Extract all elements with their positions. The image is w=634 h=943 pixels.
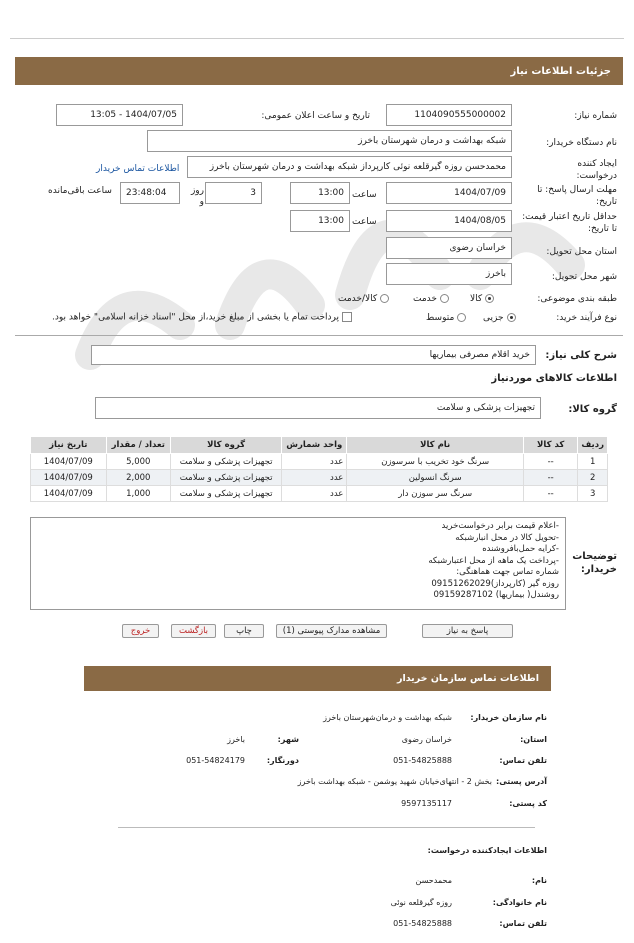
province-label: استان محل تحویل: — [546, 247, 617, 257]
payment-checkbox-row[interactable]: پرداخت تمام یا بخشی از مبلغ خرید،از محل "اسناد خزانه اسلامی" خواهد بود. — [52, 312, 352, 323]
days-field: 3 — [205, 182, 262, 204]
cell: تجهیزات پزشکی و سلامت — [171, 470, 282, 486]
notes-line: -پرداخت یک ماهه از محل اعتبارشبکه — [428, 555, 559, 566]
validity-time-field: 13:00 — [290, 210, 350, 232]
contact-link[interactable]: اطلاعات تماس خریدار — [96, 164, 180, 174]
creator-family: روزه گیرقلعه نوئی — [390, 898, 452, 907]
radio-icon[interactable] — [440, 294, 449, 303]
table-row — [31, 486, 608, 502]
goods-section-title: اطلاعات کالاهای موردنیاز — [491, 373, 617, 384]
remaining-label: ساعت باقی‌مانده — [48, 186, 112, 196]
contact-province: خراسان رضوی — [401, 735, 452, 744]
contact-postal-label: کد پستی: — [509, 799, 547, 808]
cell: سرنگ سر سوزن دار — [347, 486, 524, 502]
deadline-time-label: ساعت — [352, 190, 377, 200]
radio-icon[interactable] — [485, 294, 494, 303]
remaining-time-field: 23:48:04 — [120, 182, 180, 204]
cell: -- — [523, 454, 577, 470]
need-number-field: 1104090555000002 — [386, 104, 512, 126]
contact-phone: 051-54825888 — [393, 756, 452, 765]
cell: 2,000 — [106, 470, 170, 486]
cell: 5,000 — [106, 454, 170, 470]
col-date: تاریخ نیاز — [31, 437, 107, 454]
deadline-label: مهلت ارسال پاسخ: تا تاریخ: — [537, 185, 617, 207]
group-label: گروه کالا: — [568, 404, 617, 415]
notes-line: -تحویل کالا در محل انبارشبکه — [455, 532, 559, 543]
validity-time-label: ساعت — [352, 217, 377, 227]
cell: 3 — [578, 486, 608, 502]
process-radio-medium[interactable]: متوسط — [426, 313, 466, 323]
contact-address-label: آدرس پستی: — [496, 777, 547, 786]
contact-postal: 9597135117 — [401, 799, 452, 808]
col-code: کد کالا — [523, 437, 577, 454]
contact-fax-label: دورنگار: — [266, 756, 299, 765]
category-radio-both[interactable]: کالا/خدمت — [338, 294, 389, 304]
creator-family-label: نام خانوادگی: — [492, 898, 547, 907]
announce-label: تاریخ و ساعت اعلان عمومی: — [261, 111, 370, 121]
radio-icon[interactable] — [380, 294, 389, 303]
contact-org-label: نام سازمان خریدار: — [470, 713, 547, 722]
contact-address: بخش 2 - انتهای‌خیابان شهید یوشمن - شبکه بهداشت باخرز — [297, 777, 492, 786]
exit-button[interactable]: خروج — [122, 624, 159, 638]
cell: 1 — [578, 454, 608, 470]
cell: 1,000 — [106, 486, 170, 502]
col-row: ردیف — [578, 437, 608, 454]
summary-field: خرید اقلام مصرفی بیماریها — [91, 345, 536, 365]
cell: سرنگ خود تخریب با سرسوزن — [347, 454, 524, 470]
creator-field: محمدحسن روزه گیرقلعه نوئی کارپرداز شبکه بهداشت و درمان شهرستان باخرز — [187, 156, 512, 178]
docs-button[interactable]: مشاهده مدارک پیوستی (1) — [276, 624, 387, 638]
creator-phone: 051-54825888 — [393, 919, 452, 928]
table-row — [31, 454, 608, 470]
col-group: گروه کالا — [171, 437, 282, 454]
items-table — [30, 436, 608, 502]
col-name: نام کالا — [347, 437, 524, 454]
notes-line: روزه گیر (کارپرداز)09151262029 — [431, 578, 559, 589]
validity-label: حداقل تاریخ اعتبار قیمت: تا تاریخ: — [522, 212, 617, 234]
announce-field: 1404/07/05 - 13:05 — [56, 104, 183, 126]
page-title: جزئیات اطلاعات نیاز — [510, 65, 611, 77]
buyer-org-label: نام دستگاه خریدار: — [546, 138, 617, 148]
col-qty: تعداد / مقدار — [106, 437, 170, 454]
cell: 1404/07/09 — [31, 454, 107, 470]
creator-name-label: نام: — [531, 876, 547, 885]
col-unit: واحد شمارش — [282, 437, 347, 454]
notes-line: -اعلام قیمت برابر درخواست‌خرید — [441, 521, 559, 531]
deadline-date-field: 1404/07/09 — [386, 182, 512, 204]
contact-title: اطلاعات تماس سازمان خریدار — [396, 673, 539, 684]
table-row — [31, 470, 608, 486]
notes-line: شماره تماس جهت هماهنگی: — [456, 567, 559, 577]
cell: عدد — [282, 486, 347, 502]
cell: تجهیزات پزشکی و سلامت — [171, 454, 282, 470]
cell: -- — [523, 470, 577, 486]
city-field: باخرز — [386, 263, 512, 285]
city-label: شهر محل تحویل: — [551, 272, 617, 282]
need-number-label: شماره نیاز: — [574, 111, 617, 121]
category-radio-service[interactable]: خدمت — [413, 294, 449, 304]
contact-city: باخرز — [227, 735, 245, 744]
notes-label: توضیحات خریدار: — [572, 551, 617, 575]
creator-title: اطلاعات ایجادکننده درخواست: — [427, 846, 547, 855]
province-field: خراسان رضوی — [386, 237, 512, 259]
checkbox-icon[interactable] — [342, 312, 352, 322]
creator-name: محمدحسن — [415, 876, 452, 885]
cell: عدد — [282, 470, 347, 486]
process-label: نوع فرآیند خرید: — [556, 313, 617, 323]
creator-label: ایجاد کننده درخواست: — [576, 159, 617, 181]
table-header-row — [31, 437, 608, 454]
buyer-org-field: شبکه بهداشت و درمان شهرستان باخرز — [147, 130, 512, 152]
cell: 2 — [578, 470, 608, 486]
notes-box — [30, 517, 566, 610]
back-button[interactable]: بازگشت — [171, 624, 216, 638]
print-button[interactable]: چاپ — [224, 624, 264, 638]
radio-icon[interactable] — [507, 313, 516, 322]
process-radio-minor[interactable]: جزیی — [483, 313, 516, 323]
cell: 1404/07/09 — [31, 486, 107, 502]
notes-line: روشندل( بیماریها) 09159287102 — [433, 590, 559, 600]
radio-icon[interactable] — [457, 313, 466, 322]
cell: سرنگ انسولین — [347, 470, 524, 486]
contact-city-label: شهر: — [277, 735, 299, 744]
contact-fax: 051-54824179 — [186, 756, 245, 765]
deadline-time-field: 13:00 — [290, 182, 350, 204]
page-title-bar — [15, 57, 623, 85]
top-rule — [10, 38, 624, 39]
days-label: روز و — [190, 186, 204, 207]
respond-button[interactable]: پاسخ به نیاز — [422, 624, 513, 638]
group-field: تجهیزات پزشکی و سلامت — [95, 397, 541, 419]
cell: -- — [523, 486, 577, 502]
cell: عدد — [282, 454, 347, 470]
notes-line: -کرایه حمل‌بافروشنده — [482, 544, 559, 554]
category-label: طبقه بندی موضوعی: — [537, 294, 617, 304]
contact-province-label: استان: — [520, 735, 547, 744]
creator-phone-label: تلفن تماس: — [499, 919, 547, 928]
divider — [15, 335, 623, 336]
summary-label: شرح کلی نیاز: — [545, 350, 617, 361]
contact-phone-label: تلفن تماس: — [499, 756, 547, 765]
category-radio-goods[interactable]: کالا — [470, 294, 494, 304]
validity-date-field: 1404/08/05 — [386, 210, 512, 232]
contact-org: شبکه بهداشت و درمان‌شهرستان باخرز — [323, 713, 452, 722]
cell: تجهیزات پزشکی و سلامت — [171, 486, 282, 502]
cell: 1404/07/09 — [31, 470, 107, 486]
contact-title-bar — [84, 666, 551, 691]
contact-divider — [118, 827, 535, 828]
